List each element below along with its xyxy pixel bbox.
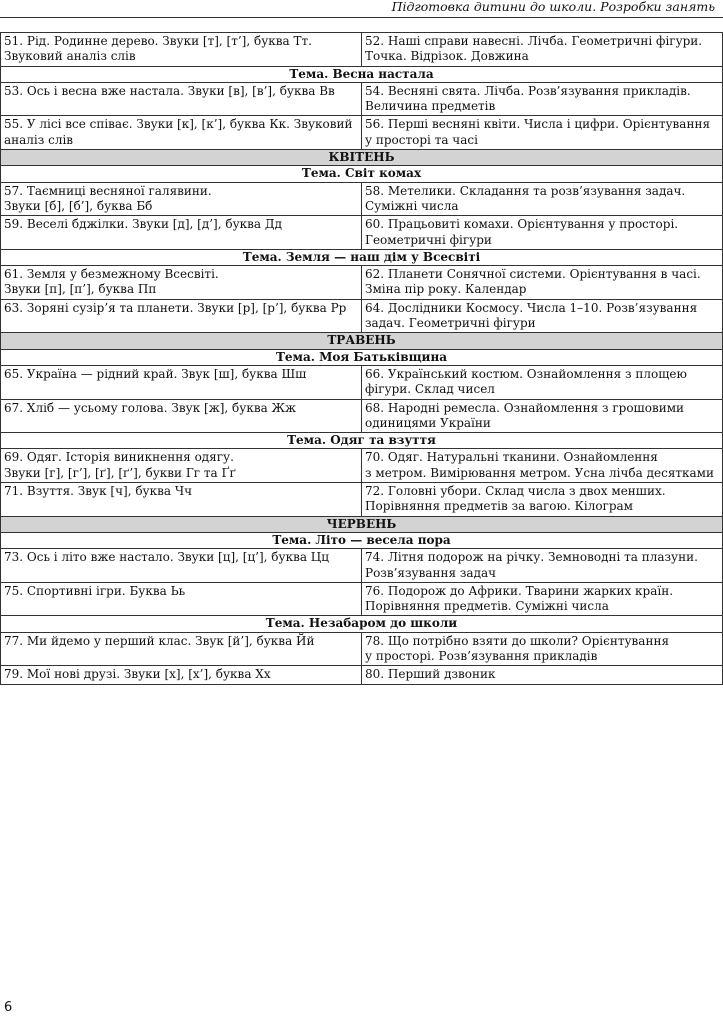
literacy-lesson-cell: 55. У лісі все співає. Звуки [к], [к’], буква Кк. Звуковий аналіз слів <box>1 116 362 150</box>
math-lesson-cell: 52. Наші справи навесні. Лічба. Геометричні фігури. Точка. Відрізок. Довжина <box>362 33 723 67</box>
literacy-lesson-cell: 69. Одяг. Історія виникнення одягу. Звуки [г], [г’], [ґ], [ґ’], букви Гг та Ґґ <box>1 449 362 483</box>
literacy-lesson-cell: 61. Земля у безмежному Всесвіті. Звуки [п], [п’], буква Пп <box>1 266 362 300</box>
literacy-lesson-cell: 79. Мої нові друзі. Звуки [х], [х’], буква Хх <box>1 666 362 684</box>
lesson-row <box>1 82 723 116</box>
theme-row <box>1 66 723 82</box>
theme-heading: Тема. Земля — наш дім у Всесвіті <box>1 249 723 265</box>
theme-row <box>1 349 723 365</box>
math-lesson-cell: 62. Планети Сонячної системи. Орієнтування в часі. Зміна пір року. Календар <box>362 266 723 300</box>
math-lesson-cell: 68. Народні ремесла. Ознайомлення з грошовими одиницями України <box>362 399 723 433</box>
header-rule <box>0 17 723 18</box>
lesson-row <box>1 666 723 684</box>
lesson-row <box>1 182 723 216</box>
math-lesson-cell: 70. Одяг. Натуральні тканини. Ознайомлення з метром. Вимірювання метром. Усна лічба десятками <box>362 449 723 483</box>
month-heading: КВІТЕНЬ <box>1 150 723 166</box>
month-heading: ТРАВЕНЬ <box>1 333 723 349</box>
literacy-lesson-cell: 59. Веселі бджілки. Звуки [д], [д’], буква Дд <box>1 216 362 250</box>
math-lesson-cell: 76. Подорож до Африки. Тварини жарких країн. Порівняння предметів. Суміжні числа <box>362 582 723 616</box>
theme-heading: Тема. Незабаром до школи <box>1 616 723 632</box>
literacy-lesson-cell: 75. Спортивні ігри. Буква Ьь <box>1 582 362 616</box>
math-lesson-cell: 74. Літня подорож на річку. Земноводні та плазуни. Розв’язування задач <box>362 549 723 583</box>
lesson-row <box>1 399 723 433</box>
theme-row <box>1 616 723 632</box>
lesson-row <box>1 632 723 666</box>
math-lesson-cell: 66. Український костюм. Ознайомлення з площею фігури. Склад чисел <box>362 365 723 399</box>
theme-row <box>1 249 723 265</box>
lesson-row <box>1 216 723 250</box>
month-row <box>1 150 723 166</box>
theme-heading: Тема. Літо — весела пора <box>1 532 723 548</box>
theme-heading: Тема. Світ комах <box>1 166 723 182</box>
lesson-row <box>1 365 723 399</box>
literacy-lesson-cell: 67. Хліб — усьому голова. Звук [ж], буква Жж <box>1 399 362 433</box>
lesson-row <box>1 582 723 616</box>
math-lesson-cell: 60. Працьовиті комахи. Орієнтування у просторі. Геометричні фігури <box>362 216 723 250</box>
running-header: Підготовка дитини до школи. Розробки занять <box>391 0 715 14</box>
lesson-plan-table <box>0 32 723 685</box>
literacy-lesson-cell: 53. Ось і весна вже настала. Звуки [в], [в’], буква Вв <box>1 82 362 116</box>
literacy-lesson-cell: 73. Ось і літо вже настало. Звуки [ц], [ц’], буква Цц <box>1 549 362 583</box>
lesson-row <box>1 449 723 483</box>
math-lesson-cell: 54. Весняні свята. Лічба. Розв’язування прикладів. Величина предметів <box>362 82 723 116</box>
math-lesson-cell: 58. Метелики. Складання та розв’язування задач. Суміжні числа <box>362 182 723 216</box>
lesson-row <box>1 116 723 150</box>
month-row <box>1 516 723 532</box>
literacy-lesson-cell: 65. Україна — рідний край. Звук [ш], буква Шш <box>1 365 362 399</box>
literacy-lesson-cell: 71. Взуття. Звук [ч], буква Чч <box>1 483 362 517</box>
literacy-lesson-cell: 77. Ми йдемо у перший клас. Звук [й’], буква Йй <box>1 632 362 666</box>
theme-heading: Тема. Моя Батьківщина <box>1 349 723 365</box>
math-lesson-cell: 56. Перші весняні квіти. Числа і цифри. Орієнтування у просторі та часі <box>362 116 723 150</box>
literacy-lesson-cell: 51. Рід. Родинне дерево. Звуки [т], [т’], буква Тт. Звуковий аналіз слів <box>1 33 362 67</box>
math-lesson-cell: 78. Що потрібно взяти до школи? Орієнтування у просторі. Розв’язування прикладів <box>362 632 723 666</box>
theme-row <box>1 433 723 449</box>
page-number: 6 <box>4 1000 13 1015</box>
math-lesson-cell: 72. Головні убори. Склад числа з двох менших. Порівняння предметів за вагою. Кілограм <box>362 483 723 517</box>
math-lesson-cell: 80. Перший дзвоник <box>362 666 723 684</box>
lesson-row <box>1 266 723 300</box>
literacy-lesson-cell: 63. Зоряні сузір’я та планети. Звуки [р], [р’], буква Рр <box>1 299 362 333</box>
lesson-row <box>1 549 723 583</box>
lesson-row <box>1 483 723 517</box>
month-row <box>1 333 723 349</box>
math-lesson-cell: 64. Дослідники Космосу. Числа 1–10. Розв’язування задач. Геометричні фігури <box>362 299 723 333</box>
lesson-row <box>1 33 723 67</box>
theme-row <box>1 166 723 182</box>
theme-row <box>1 532 723 548</box>
theme-heading: Тема. Одяг та взуття <box>1 433 723 449</box>
month-heading: ЧЕРВЕНЬ <box>1 516 723 532</box>
theme-heading: Тема. Весна настала <box>1 66 723 82</box>
lesson-plan-body <box>1 33 723 685</box>
lesson-row <box>1 299 723 333</box>
literacy-lesson-cell: 57. Таємниці весняної галявини. Звуки [б], [б’], буква Бб <box>1 182 362 216</box>
